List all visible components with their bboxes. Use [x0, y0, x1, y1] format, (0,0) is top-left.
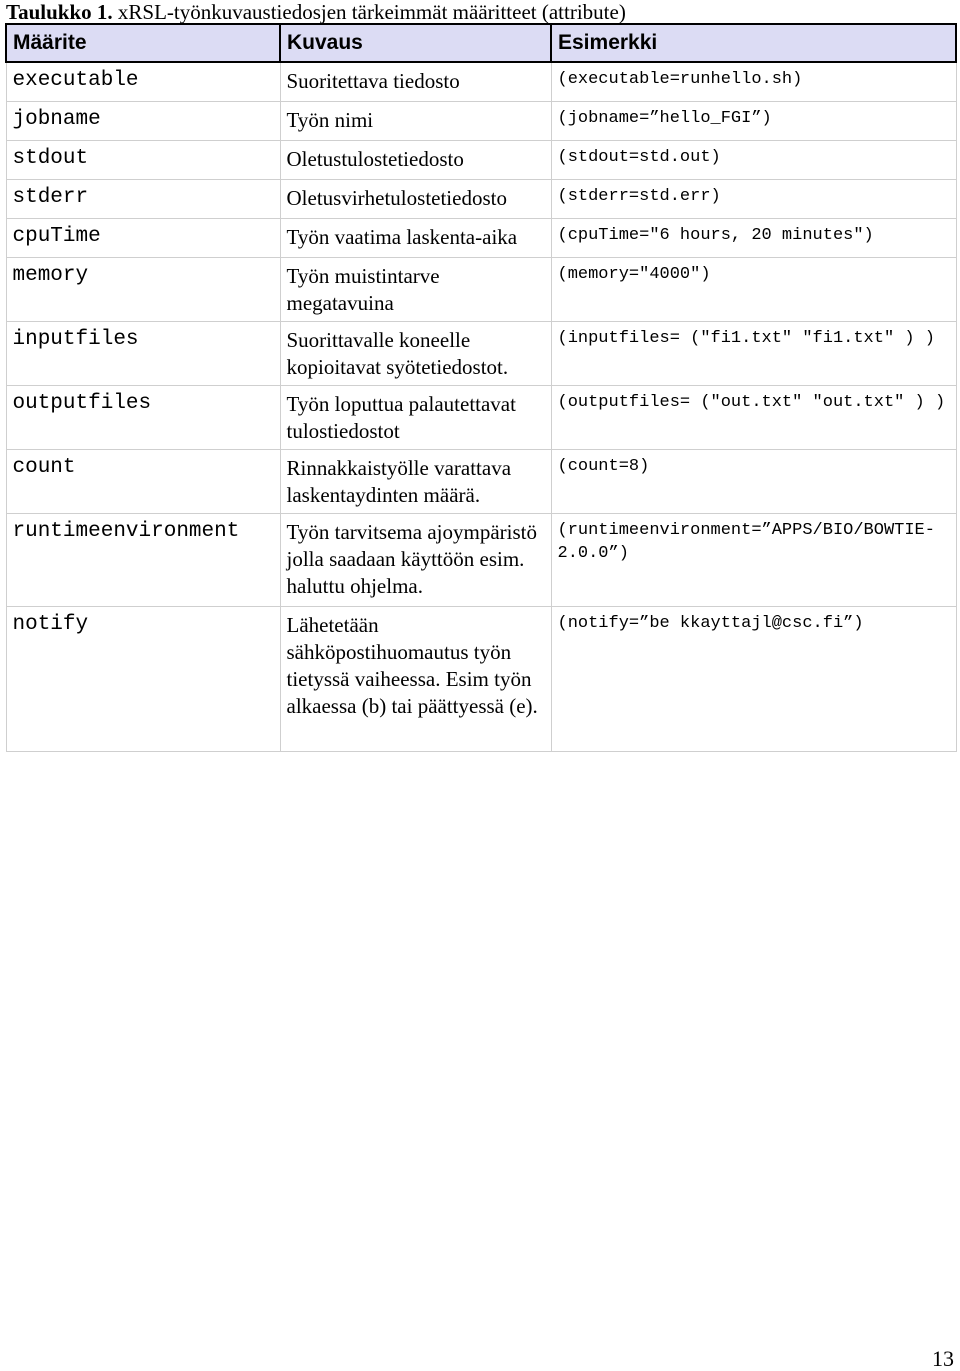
table-header-row: [6, 24, 956, 62]
header-example: Esimerkki: [551, 24, 956, 62]
example-cell: (count=8): [551, 450, 956, 514]
attribute-cell: outputfiles: [6, 386, 280, 450]
page-number: 13: [932, 1346, 954, 1371]
table-row: [6, 102, 956, 141]
table-caption: [6, 0, 626, 24]
description-cell: Rinnakkaistyölle varattava laskentaydinten määrä.: [280, 450, 551, 514]
attribute-cell: inputfiles: [6, 322, 280, 386]
description-cell: Työn loputtua palautettavat tulostiedostot: [280, 386, 551, 450]
table-row: [6, 514, 956, 607]
attribute-cell: cpuTime: [6, 219, 280, 258]
example-cell: (stderr=std.err): [551, 180, 956, 219]
caption-label: Taulukko 1.: [6, 0, 113, 24]
description-cell: Työn vaatima laskenta-aika: [280, 219, 551, 258]
table-row: [6, 141, 956, 180]
attribute-cell: notify: [6, 607, 280, 752]
header-attribute: Määrite: [6, 24, 280, 62]
example-cell: (cpuTime="6 hours, 20 minutes"): [551, 219, 956, 258]
description-cell: Oletustulostetiedosto: [280, 141, 551, 180]
table-row: [6, 258, 956, 322]
description-cell: Oletusvirhetulostetiedosto: [280, 180, 551, 219]
example-cell: (stdout=std.out): [551, 141, 956, 180]
example-cell: (outputfiles= ("out.txt" "out.txt" ) ): [551, 386, 956, 450]
attribute-cell: count: [6, 450, 280, 514]
table-row: [6, 219, 956, 258]
example-cell: (inputfiles= ("fi1.txt" "fi1.txt" ) ): [551, 322, 956, 386]
attribute-cell: memory: [6, 258, 280, 322]
description-cell: Suorittavalle koneelle kopioitavat syötetiedostot.: [280, 322, 551, 386]
table-row: [6, 62, 956, 102]
table-row: [6, 322, 956, 386]
example-cell: (memory="4000"): [551, 258, 956, 322]
table-row: [6, 180, 956, 219]
attribute-table: [5, 23, 957, 752]
attribute-cell: runtimeenvironment: [6, 514, 280, 607]
description-cell: Työn tarvitsema ajoympäristö jolla saadaan käyttöön esim. haluttu ohjelma.: [280, 514, 551, 607]
description-cell: Lähetetään sähköpostihuomautus työn tietyssä vaiheessa. Esim työn alkaessa (b) tai päättyessä (e).: [280, 607, 551, 752]
example-cell: (notify=”be kkayttajl@csc.fi”): [551, 607, 956, 752]
table-row: [6, 607, 956, 752]
description-cell: Työn muistintarve megatavuina: [280, 258, 551, 322]
table-row: [6, 386, 956, 450]
description-cell: Työn nimi: [280, 102, 551, 141]
attribute-cell: executable: [6, 62, 280, 102]
attribute-cell: stdout: [6, 141, 280, 180]
attribute-cell: jobname: [6, 102, 280, 141]
attribute-cell: stderr: [6, 180, 280, 219]
example-cell: (jobname=”hello_FGI”): [551, 102, 956, 141]
header-description: Kuvaus: [280, 24, 551, 62]
example-cell: (runtimeenvironment=”APPS/BIO/BOWTIE-2.0.0”): [551, 514, 956, 607]
table-row: [6, 450, 956, 514]
description-cell: Suoritettava tiedosto: [280, 62, 551, 102]
example-cell: (executable=runhello.sh): [551, 62, 956, 102]
caption-text: xRSL-työnkuvaustiedosjen tärkeimmät määritteet (attribute): [117, 0, 626, 24]
